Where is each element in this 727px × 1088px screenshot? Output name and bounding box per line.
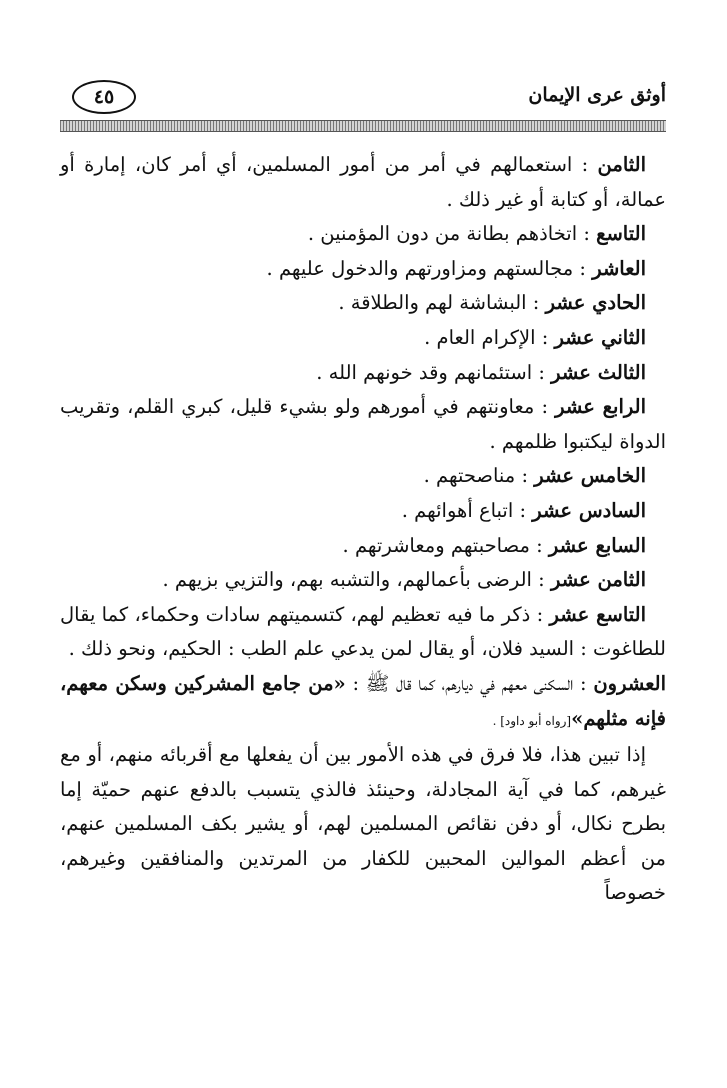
book-title: أوثق عرى الإيمان xyxy=(528,84,666,106)
list-item: التاسع : اتخاذهم بطانة من دون المؤمنين . xyxy=(307,222,646,246)
item-term: الحادي عشر xyxy=(545,291,646,315)
hadith-reference: [رواه أبو داود] . xyxy=(492,713,572,728)
list-item: السادس عشر : اتباع أهوائهم . xyxy=(401,498,646,522)
item-term: العاشر xyxy=(592,256,646,280)
list-item: الثاني عشر : الإكرام العام . xyxy=(424,325,646,349)
item-term: الرابع عشر xyxy=(555,395,647,419)
page-body xyxy=(60,148,666,911)
hadith-quote: «من جامع المشركين وسكن معهم، فإنه مثلهم» xyxy=(60,671,666,730)
item-text: مصاحبتهم ومعاشرتهم . xyxy=(342,533,530,557)
list-item: الثامن : استعمالهم في أمر من أمور المسلمين، أي أمر كان، إمارة أو عمالة، أو كتابة أو غير ذلك . xyxy=(60,153,666,211)
item-text: الرضى بأعمالهم، والتشبه بهم، والتزيي بزيهم . xyxy=(162,568,532,592)
list-item-twentieth: العشرون : السكنى معهم في ديارهم، كما قال ﷺ : «من جامع المشركين وسكن معهم، فإنه مثلهم»[رواه أبو داود] . xyxy=(60,671,667,730)
item-text: البشاشة لهم والطلاقة . xyxy=(338,291,527,315)
list-item: الخامس عشر : مناصحتهم . xyxy=(423,464,646,488)
item-term: الخامس عشر xyxy=(534,464,646,488)
item-term: السادس عشر xyxy=(532,498,646,522)
conclusion-paragraph: إذا تبين هذا، فلا فرق في هذه الأمور بين أن يفعلها مع أقربائه منهم، أو مع غيرهم، كما في آية المجادلة، وحينئذ فالذي يتسبب بالدفع عنهم حميّة إما بطرح نكال، أو دفن نقائص المسلمين لهم، أو يشير بكف المسلمين عنهم، من أعظم الموالين المحبين للكفار من المرتدين والمنافقين وغيرهم، خصوصاً xyxy=(60,743,666,905)
item-term: الثاني عشر xyxy=(554,325,646,349)
header-divider xyxy=(60,120,666,132)
item-text: اتباع أهوائهم . xyxy=(401,498,514,522)
list-item: العاشر : مجالستهم ومزاورتهم والدخول عليهم . xyxy=(266,256,646,280)
item-text: السكنى معهم في ديارهم، كما قال ﷺ : xyxy=(345,671,574,695)
page-number-badge: ٤٥ xyxy=(72,80,136,114)
item-text: استئمانهم وقد خونهم الله . xyxy=(316,360,533,384)
item-text: استعمالهم في أمر من أمور المسلمين، أي أمر كان، إمارة أو عمالة، أو كتابة أو غير ذلك . xyxy=(60,153,666,211)
item-text: معاونتهم في أمورهم ولو بشيء قليل، كبري القلم، وتقريب الدواة ليكتبوا ظلمهم . xyxy=(60,395,666,453)
item-text: اتخاذهم بطانة من دون المؤمنين . xyxy=(307,222,578,246)
item-text: مناصحتهم . xyxy=(423,464,516,488)
running-header xyxy=(60,78,666,118)
item-text: الإكرام العام . xyxy=(424,325,536,349)
item-term: العشرون xyxy=(593,671,667,695)
item-text: مجالستهم ومزاورتهم والدخول عليهم . xyxy=(266,256,574,280)
item-term: السابع عشر xyxy=(548,533,646,557)
item-term: الثالث عشر xyxy=(551,360,646,384)
list-item: الثالث عشر : استئمانهم وقد خونهم الله . xyxy=(316,360,646,384)
list-item: الثامن عشر : الرضى بأعمالهم، والتشبه بهم، والتزيي بزيهم . xyxy=(162,568,646,592)
item-term: التاسع عشر xyxy=(549,602,646,626)
item-term: الثامن عشر xyxy=(550,568,646,592)
list-item: التاسع عشر : ذكر ما فيه تعظيم لهم، كتسميتهم سادات وحكماء، كما يقال للطاغوت : السيد فلان، أو يقال لمن يدعي علم الطب : الحكيم، ونحو ذلك . xyxy=(60,602,666,661)
item-term: الثامن xyxy=(597,153,647,176)
item-text: ذكر ما فيه تعظيم لهم، كتسميتهم سادات وحكماء، كما يقال للطاغوت : السيد فلان، أو يقال لمن يدعي علم الطب : الحكيم، ونحو ذلك . xyxy=(60,602,666,661)
list-item: الرابع عشر : معاونتهم في أمورهم ولو بشيء قليل، كبري القلم، وتقريب الدواة ليكتبوا ظلمهم . xyxy=(60,395,666,453)
item-term: التاسع xyxy=(596,222,646,246)
list-item: الحادي عشر : البشاشة لهم والطلاقة . xyxy=(338,291,646,315)
list-item: السابع عشر : مصاحبتهم ومعاشرتهم . xyxy=(342,533,646,557)
